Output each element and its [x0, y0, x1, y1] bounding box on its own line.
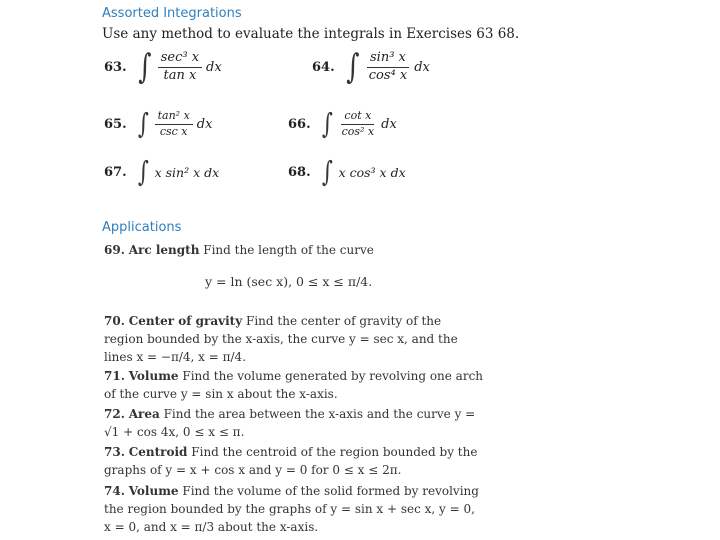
- problem-text: Find the center of gravity of the region bounded by the x-axis, the curve y = sec x, and the lines x = −π/4, x = π/4.: [104, 314, 458, 364]
- problem-number: 73.: [104, 445, 125, 459]
- denominator: tan x: [163, 67, 197, 83]
- exercise-65: [104, 107, 213, 140]
- integral-sign-icon: ∫: [137, 155, 149, 188]
- problem-title: Volume: [128, 484, 179, 498]
- fraction: [158, 51, 202, 83]
- integral-sign-icon: ∫: [346, 47, 360, 87]
- problem-title: Arc length: [128, 243, 200, 257]
- exercise-number: 64.: [312, 59, 335, 75]
- exercise-66: [288, 107, 397, 140]
- problem-title: Volume: [128, 369, 179, 383]
- integral-sign-icon: ∫: [321, 107, 333, 140]
- fraction: [155, 110, 193, 137]
- exercise-number: 65.: [104, 116, 127, 132]
- exercise-number: 68.: [288, 164, 311, 180]
- differential: dx: [196, 116, 213, 132]
- problem-text: Find the length of the curve: [203, 243, 374, 257]
- problem-title: Centroid: [128, 445, 188, 459]
- exercise-number: 67.: [104, 164, 127, 180]
- exercise-67: [104, 155, 220, 188]
- problem-text: Find the area between the x-axis and the curve y = √1 + cos 4x, 0 ≤ x ≤ π.: [104, 407, 476, 439]
- differential: dx: [381, 116, 397, 132]
- denominator: cos² x: [341, 124, 375, 138]
- exercise-number: 66.: [288, 116, 311, 132]
- integral-sign-icon: ∫: [137, 107, 149, 140]
- integrand: x sin² x dx: [154, 164, 220, 180]
- numerator: sec³ x: [158, 51, 202, 67]
- problem-71: [104, 367, 484, 403]
- problem-text: Find the centroid of the region bounded by the graphs of y = x + cos x and y = 0 for 0 ≤ x ≤ 2π.: [104, 445, 478, 477]
- integral-sign-icon: ∫: [321, 155, 333, 188]
- numerator: sin³ x: [367, 51, 409, 67]
- problem-text: Find the volume of the solid formed by revolving the region bounded by the graphs of y = sin x + sec x, y = 0, x = 0, and x = π/3 about the x-axis.: [104, 484, 479, 534]
- problem-69: [104, 241, 484, 259]
- differential: dx: [206, 59, 222, 75]
- problem-title: Area: [128, 407, 160, 421]
- numerator: tan² x: [155, 110, 193, 124]
- integral-sign-icon: ∫: [138, 47, 152, 87]
- numerator: cot x: [341, 110, 374, 124]
- problem-text: Find the volume generated by revolving one arch of the curve y = sin x about the x-axis.: [104, 369, 484, 401]
- exercise-number: 63.: [104, 59, 127, 75]
- problem-70: [104, 312, 484, 366]
- problem-number: 69.: [104, 243, 125, 257]
- problem-number: 70.: [104, 314, 125, 328]
- problem-number: 72.: [104, 407, 125, 421]
- exercise-64: [312, 47, 430, 87]
- exercise-68: [288, 155, 406, 188]
- denominator: cos⁴ x: [368, 67, 408, 83]
- assorted-heading: Assorted Integrations: [102, 6, 242, 21]
- problem-72: [104, 405, 484, 441]
- problem-69-equation: y = ln (sec x), 0 ≤ x ≤ π/4.: [205, 274, 373, 289]
- denominator: csc x: [159, 124, 188, 138]
- exercise-63: [104, 47, 222, 87]
- instruction-text: Use any method to evaluate the integrals in Exercises 63 68.: [102, 26, 520, 42]
- problem-74: [104, 482, 484, 536]
- problem-title: Center of gravity: [128, 314, 243, 328]
- problem-number: 74.: [104, 484, 125, 498]
- fraction: [339, 110, 378, 137]
- fraction: [366, 51, 410, 83]
- integrand: x cos³ x dx: [338, 164, 406, 180]
- problem-73: [104, 443, 484, 479]
- differential: dx: [414, 59, 430, 75]
- problem-number: 71.: [104, 369, 125, 383]
- applications-heading: Applications: [102, 220, 182, 235]
